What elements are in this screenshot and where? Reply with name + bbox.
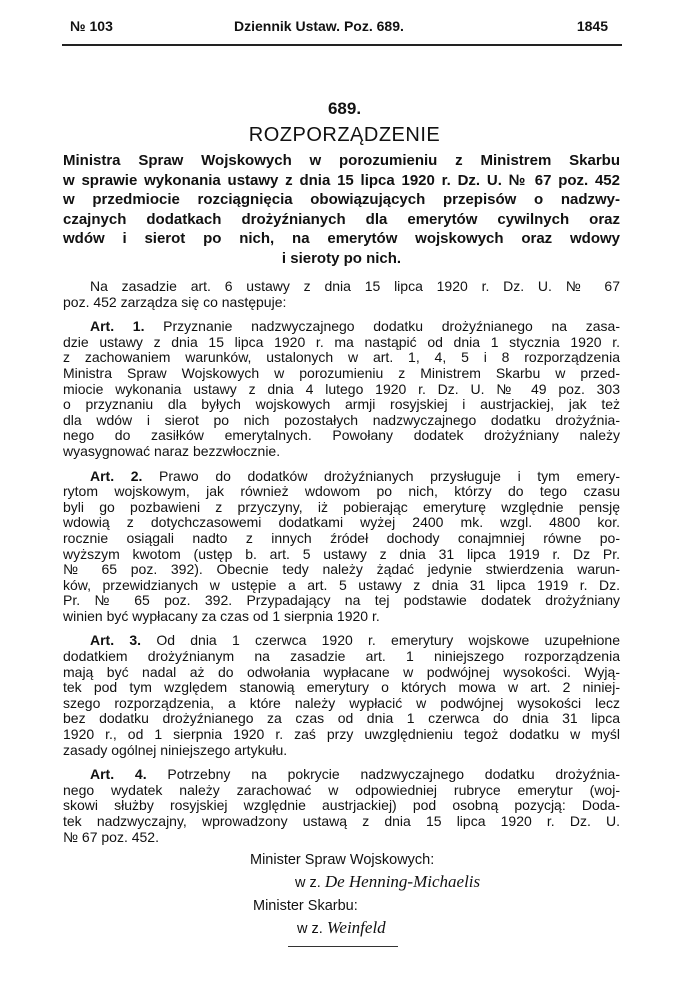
- text-line: [63, 633, 620, 649]
- line-text: skowi służby rosyjskiej względnie austrjackiej) pod osobną pozycją: Doda-: [63, 797, 620, 814]
- line-text: 1920 r., od 1 sierpnia 1920 r. zaś przy uwzględnieniu tegoż dodatku w myśl: [63, 726, 620, 743]
- line-text: wyasygnować naraz bezzwłocznie.: [63, 442, 281, 459]
- line-text: Przyznanie nadzwyczajnego dodatku drożyźnianego na zasa-: [163, 318, 620, 335]
- text-line: [63, 350, 620, 366]
- text-line: [63, 783, 620, 799]
- article-label: Art. 3.: [90, 632, 142, 649]
- line-text: nego wydatek należy zarachować w odpowiedniej rubryce emerytur (woj-: [63, 781, 620, 798]
- signature-name: [295, 871, 480, 892]
- text-line: [63, 500, 620, 516]
- text-line: [63, 366, 620, 382]
- text-line: [63, 531, 620, 547]
- text-line: [63, 484, 620, 500]
- line-text: tek pod tym względem stanowią emerytury o których mowa w art. 2 niniej-: [63, 679, 620, 696]
- text-line: [63, 814, 620, 830]
- line-text: zasady ogólnej niniejszego artykułu.: [63, 741, 288, 758]
- line-text: bez dodatku drożyźnianego za czas od dnia 1 czerwca do dnia 31 lipca: [63, 710, 620, 727]
- article-2: [63, 469, 620, 625]
- text-line: [63, 335, 620, 351]
- line-text: rocznie osiągali nadto z innych źródeł dochody conajmniej równe po-: [63, 529, 620, 546]
- article-label: Art. 1.: [90, 318, 145, 335]
- signatory-name: Weinfeld: [326, 918, 386, 937]
- text-line: [63, 469, 620, 485]
- article-1: [63, 319, 620, 459]
- subtitle-line: wdów i sierot po nich, na emerytów wojskowych oraz wdowy: [63, 230, 620, 248]
- signature-prefix: w z.: [297, 921, 323, 937]
- document-body: [63, 279, 620, 854]
- issue-number: № 103: [70, 18, 113, 34]
- text-line: Na zasadzie art. 6 ustawy z dnia 15 lipca 1920 r. Dz. U. № 67: [90, 278, 620, 294]
- closing-rule: [288, 946, 398, 947]
- line-text: Prawo do dodatków drożyźnianych przysługuje i tym emery-: [159, 467, 621, 484]
- text-line: [63, 428, 620, 444]
- article-label: Art. 4.: [90, 766, 147, 783]
- line-text: dla wdów i sierot po nich pozostałych nadzwyczajnego dodatku drożyźnia-: [63, 411, 620, 428]
- text-line: [63, 665, 620, 681]
- text-line: [63, 515, 620, 531]
- subtitle-line: w przedmiocie rozciągnięcia obowiązujących przepisów o nadzwy-: [63, 191, 620, 209]
- text-line: [63, 830, 620, 846]
- text-line: [63, 444, 620, 460]
- signature-title: Minister Spraw Wojskowych:: [250, 852, 435, 868]
- line-text: rytom wojskowym, jak również wdowom po nich, którzy do tego czasu: [63, 483, 620, 500]
- line-text: Ministra Spraw Wojskowych w porozumieniu z Ministrem Skarbu w przed-: [63, 364, 620, 381]
- line-text: nego do zasiłków emerytalnych. Powołany dodatek drożyźniany należy: [63, 427, 620, 444]
- header-rule: [62, 44, 622, 46]
- text-line: [63, 743, 620, 759]
- line-text: o przyznaniu dla byłych wojskowych armji rosyjskiej i austrjackiej, jak też: [63, 396, 620, 413]
- document-title: ROZPORZĄDZENIE: [248, 124, 441, 146]
- line-text: № 67 poz. 452.: [63, 828, 159, 845]
- subtitle-line: Ministra Spraw Wojskowych w porozumieniu z Ministrem Skarbu: [63, 152, 620, 169]
- text-line: [63, 649, 620, 665]
- line-text: byli go pozbawieni z przyczyny, iż pobierając emeryturę względnie pensję: [63, 498, 620, 515]
- text-line: [63, 711, 620, 727]
- text-line: [63, 382, 620, 398]
- act-number: 689.: [327, 99, 362, 118]
- line-text: Od dnia 1 czerwca 1920 r. emerytury wojskowe uzupełnione: [156, 632, 620, 649]
- text-line: [63, 593, 620, 609]
- text-line: [63, 413, 620, 429]
- intro-paragraph: [63, 279, 620, 310]
- line-text: szego rozporządzenia, a które należy wypłacić w podwójnej wysokości lecz: [63, 694, 620, 711]
- articles: [63, 319, 620, 845]
- text-line: [63, 578, 620, 594]
- line-text: z zachowaniem warunków, ustalonych w art. 1, 4, 5 i 8 rozporządzenia: [63, 349, 620, 366]
- running-header: [62, 16, 622, 36]
- text-line: [63, 609, 620, 625]
- text-line: [63, 696, 620, 712]
- text-line: [63, 798, 620, 814]
- line-text: winien być wypłacany za czas od 1 sierpnia 1920 r.: [63, 607, 380, 624]
- signatory-name: De Henning-Michaelis: [324, 872, 481, 891]
- line-text: tek nadzwyczajny, wprowadzony ustawą z dnia 15 lipca 1920 r. Dz. U.: [63, 813, 620, 829]
- text-line: [63, 727, 620, 743]
- line-text: dzie ustawy z dnia 15 lipca 1920 r. ma nastąpić od dnia 1 stycznia 1920 r.: [63, 333, 620, 350]
- article-3: [63, 633, 620, 758]
- text-line: [63, 397, 620, 413]
- text-line: [63, 319, 620, 335]
- subtitle-line: czajnych dodatkach drożyźnianych dla emerytów cywilnych oraz: [63, 210, 620, 228]
- line-text: Potrzebny na pokrycie nadzwyczajnego dodatku drożyźnia-: [167, 766, 620, 783]
- line-text: miocie wykonania ustawy z dnia 4 lutego 1920 r. Dz. U. № 49 poz. 303: [63, 380, 620, 397]
- line-text: dodatkiem drożyźnianym na zasadzie art. 1 niniejszego rozporządzenia: [63, 648, 620, 665]
- text-line: poz. 452 zarządza się co następuje:: [63, 293, 287, 310]
- line-text: № 65 poz. 392). Obecnie tedy należy żądać jedynie stwierdzenia warun-: [63, 561, 620, 578]
- signature-prefix: w z.: [295, 875, 321, 891]
- line-text: wyższym kwotom (ustęp b. art. 5 ustawy z dnia 31 lipca 1919 r. Dz Pr.: [63, 545, 620, 562]
- journal-title: Dziennik Ustaw. Poz. 689.: [234, 18, 404, 34]
- signature-title: Minister Skarbu:: [253, 898, 358, 914]
- subtitle-line: w sprawie wykonania ustawy z dnia 15 lipca 1920 r. Dz. U. № 67 poz. 452: [63, 171, 620, 189]
- line-text: Pr. № 65 poz. 392. Przypadający na tej podstawie dodatek drożyźniany: [63, 592, 620, 609]
- line-text: wdowią z dotychczasowemi dodatkami wyżej 2400 mk. wzgl. 4800 kor.: [63, 514, 620, 531]
- line-text: ków, przewidzianych w ustępie a art. 5 ustawy z dnia 31 lipca 1919 r. Dz.: [63, 576, 620, 593]
- article-4: [63, 767, 620, 845]
- text-line: [63, 767, 620, 783]
- article-label: Art. 2.: [90, 467, 143, 484]
- line-text: mają być nadal aż do odwołania wypłacane w podwójnej wysokości. Wyją-: [63, 663, 620, 680]
- document-subtitle: [63, 151, 620, 269]
- text-line: [63, 562, 620, 578]
- text-line: [63, 680, 620, 696]
- text-line: [63, 547, 620, 563]
- signature-name: [297, 917, 386, 938]
- subtitle-line: i sieroty po nich.: [281, 249, 402, 267]
- page-number: 1845: [576, 18, 608, 34]
